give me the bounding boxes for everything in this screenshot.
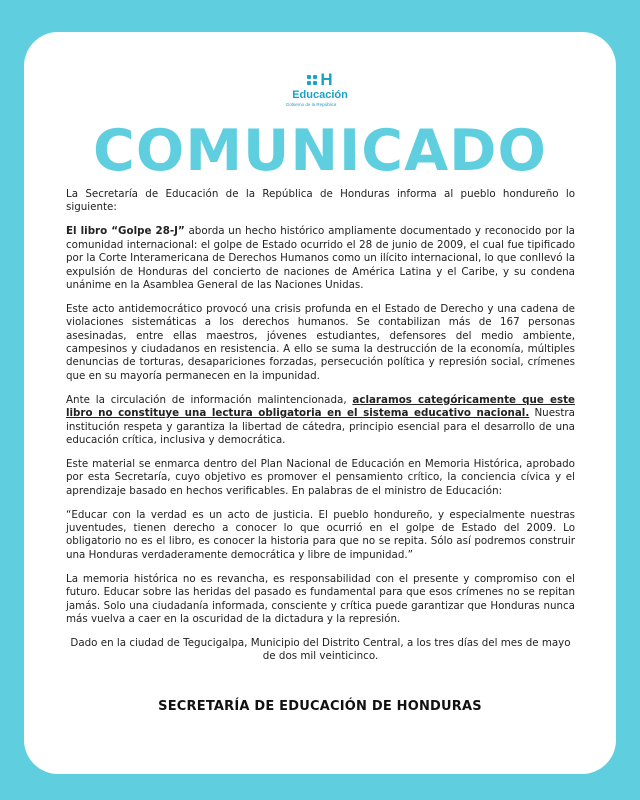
paragraph-intro: La Secretaría de Educación de la República de Honduras informa al pueblo hondureño lo siguiente: [66,188,575,214]
signature: SECRETARÍA DE EDUCACIÓN DE HONDURAS [158,699,482,714]
communique-card [24,32,616,774]
communique-body [66,188,575,674]
date-line: Dado en la ciudad de Tegucigalpa, Municipio del Distrito Central, a los tres días del mes de mayo de dos mil veinticinco. [70,636,571,663]
book-title: El libro “Golpe 28-J” [66,225,185,238]
logo-name: Educación [292,89,348,101]
logo-dots-icon [307,75,317,85]
paragraph-crisis: Este acto antidemocrático provocó una crisis profunda en el Estado de Derecho y una cadena de violaciones sistemáticas a los derechos humanos. Se contabilizan más de 167 personas asesinadas, entre ellas maestros, jóvenes estudiantes, defensores del medio ambiente, campesinos y ciudadanos en resistencia. A ello se suma la destrucción de la economía, múltiples denuncias de torturas, desapariciones forzadas, persecución política y represión social, crímenes que en su mayoría permanecen en la impunidad. [66,302,575,382]
education-logo [24,72,616,108]
paragraph-memory: La memoria histórica no es revancha, es responsabilidad con el presente y compromiso con el futuro. Educar sobre las heridas del pasado es fundamental para que esos crímenes no se repitan jamás. Solo una ciudadanía informada, consciente y crítica puede garantizar que Honduras nunca más vuelva a caer en la oscuridad de la dictadura y la represión. [66,572,575,625]
clarification-statement: aclaramos categóricamente que este libro no constituye una lectura obligatoria en el sistema educativo nacional. [66,393,575,420]
paragraph-plan: Este material se enmarca dentro del Plan Nacional de Educación en Memoria Histórica, aprobado por esta Secretaría, cuyo objetivo es promover el pensamiento crítico, la conciencia cívica y el aprendizaje basado en hechos verificables. En palabras de el ministro de Educación: [66,457,575,497]
clarification-rest: Nuestra institución respeta y garantiza la libertad de cátedra, principio esencial para el desarrollo de una educación crítica, inclusiva y democrática. [66,407,575,446]
paragraph-book-text: aborda un hecho histórico ampliamente documentado y reconocido por la comunidad internacional: el golpe de Estado ocurrido el 28 de junio de 2009, el cual fue tipificado por la Corte Interamericana de Derechos Humanos como un ilícito internacional, lo que conllevó la expulsión de Honduras del concierto de naciones de América Latina y el Caribe, y su condena unánime en la Asamblea General de las Naciones Unidas. [66,225,575,291]
clarification-start: Ante la circulación de información malintencionada, [66,393,353,406]
minister-quote: “Educar con la verdad es un acto de justicia. El pueblo hondureño, y especialmente nuestras juventudes, tienen derecho a conocer lo que ocurrió en el golpe de Estado del 2009. Lo obligatorio no es el libro, es conocer la historia para que no se repita. Sólo así podremos construir una Honduras verdaderamente democrática y libre de impunidad.” [66,508,575,561]
logo-letter: H [320,70,333,89]
paragraph-clarification [66,394,575,448]
page-title: COMUNICADO [93,118,547,184]
paragraph-book [66,225,575,292]
logo-mark [307,72,332,88]
logo-subtitle: Gobierno de la República [285,102,337,107]
